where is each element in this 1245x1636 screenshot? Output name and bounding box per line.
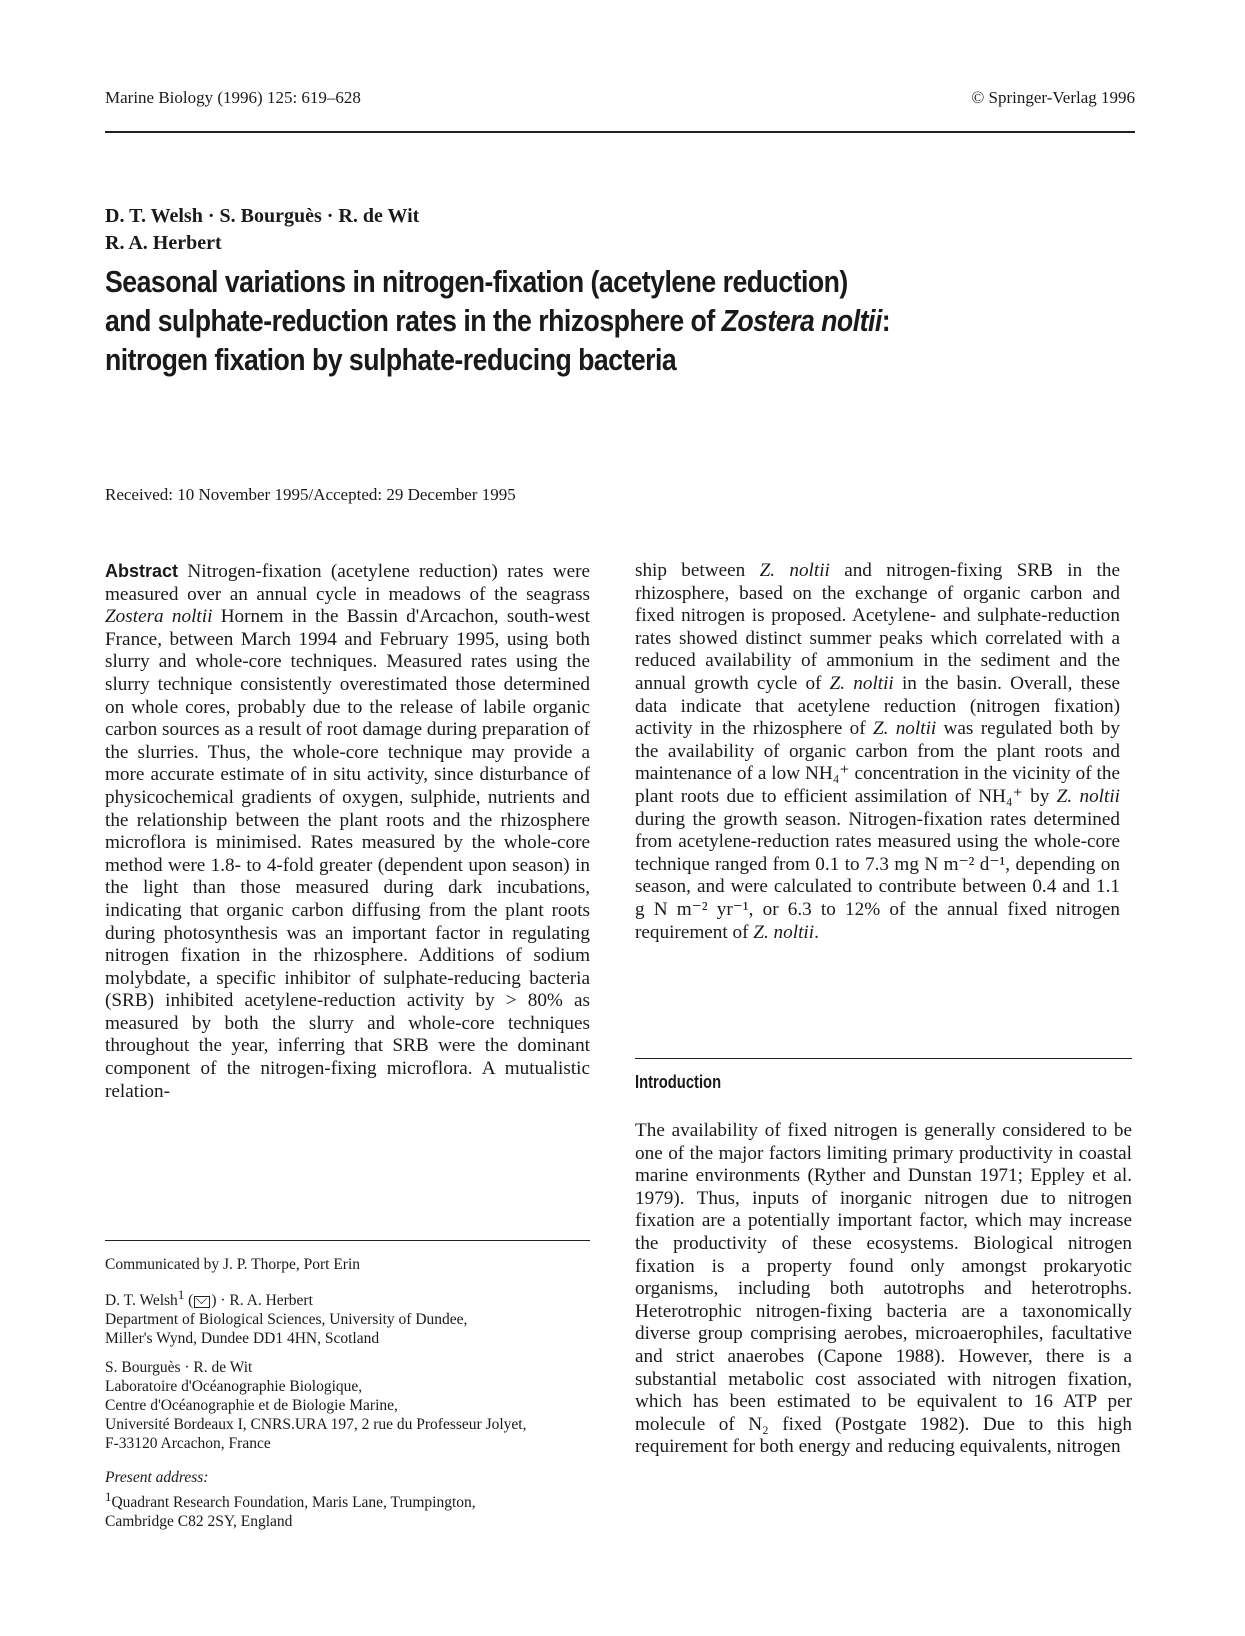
abstract-text: Hornem in the Bassin d'Arcachon, south-west France, between March 1994 and February 1995, using both slurry and whole-core techniques. Measured rates using the slurry technique consistently overestimated those determined on whole cores, probably due to the release of labile organic carbon sources as a result of root damage during preparation of the slurries. Thus, the whole-core technique may provide a more accurate estimate of in situ activity, since disturbance of physicochemical gradients of oxygen, sulphide, nutrients and the relationship between the plant roots and the rhizosphere microflora is minimised. Rates measured by the whole-core method were 1.8- to 4-fold greater (dependent upon season) in the light than those measured during dark incubations, indicating that organic carbon diffusing from the plant roots during photosynthesis was an important factor in regulating nitrogen fixation in the rhizosphere. Additions of sodium molybdate, a specific inhibitor of sulphate-reducing bacteria (SRB) inhibited acetylene-reduction activity by > 80% as measured by both the slurry and whole-core techniques throughout the year, inferring that SRB were the dominant component of the nitrogen-fixing microflora. A mutualistic relation- (105, 606, 590, 1102)
affiliation-line: Department of Biological Sciences, University of Dundee, (105, 1311, 468, 1329)
address-line: Cambridge C82 2SY, England (105, 1513, 293, 1531)
species-name: Zostera noltii (105, 606, 213, 628)
affiliation-line: Miller's Wynd, Dundee DD1 4HN, Scotland (105, 1330, 380, 1348)
affiliation-line: Université Bordeaux I, CNRS.URA 197, 2 rue du Professeur Jolyet, (105, 1416, 527, 1433)
footnote-rule (105, 1240, 590, 1241)
species-name: Z. noltii (753, 921, 815, 943)
affiliation-line: Laboratoire d'Océanographie Biologique, (105, 1378, 363, 1395)
correspondence-affiliation: D. T. Welsh$^1$ ( ) · R. A. Herbert Department of Biological Sciences, University of Dundee, Miller's Wynd, Dundee DD1 4HN, Scotland (105, 1285, 605, 1348)
species-name: Z. noltii (759, 560, 830, 581)
abstract-label: Abstract (105, 561, 179, 581)
address-line: Quadrant Research Foundation, Maris Lane, Trumpington, (111, 1494, 476, 1512)
abstract-text: . (814, 921, 819, 943)
introduction-heading: Introduction (635, 1072, 722, 1092)
present-address (105, 1468, 605, 1531)
footnote-marker: 1 (105, 1489, 112, 1504)
species-name: Z. noltii (872, 718, 937, 740)
affiliation-authors: S. Bourguès · R. de Wit (105, 1359, 253, 1376)
abstract-right-column (635, 560, 1120, 944)
title-line-2 (105, 303, 890, 339)
abstract-text: during the growth season. Nitrogen-fixation rates determined from acetylene-reduction rates measured using the whole-core technique ranged from 0.1 to 7.3 mg N m⁻² d⁻¹, depending on season, and were calculated to contribute between 0.4 and 1.1 g N m⁻² yr⁻¹, or 6.3 to 12% of the annual fixed nitrogen requirement of (635, 808, 1120, 943)
authors-line-2: R. A. Herbert (105, 232, 222, 254)
species-name: Z. noltii (829, 672, 894, 694)
coauthor: · R. A. Herbert (216, 1292, 313, 1310)
bordeaux-affiliation (105, 1358, 605, 1453)
authors-line-1: D. T. Welsh · S. Bourguès · R. de Wit (105, 205, 420, 227)
abstract-text: Nitrogen-fixation (acetylene reduction) rates were measured over an annual cycle in meadows of the seagrass (105, 561, 590, 605)
publisher-copyright: © Springer-Verlag 1996 (971, 88, 1135, 107)
journal-reference: Marine Biology (1996) 125: 619–628 (105, 88, 361, 107)
envelope-icon (194, 1296, 210, 1308)
correspondence-author: D. T. Welsh (105, 1292, 178, 1310)
abstract-text: and nitrogen-fixing SRB in the rhizosphere, based on the exchange of organic carbon and fixed nitrogen is proposed. Acetylene- and sulphate-reduction rates showed distinct summer peaks which correlated with a reduced availability of ammonium in the sediment and the annual growth cycle of (635, 560, 1120, 694)
abstract-text: ship between (635, 560, 760, 581)
title-line-1: Seasonal variations in nitrogen-fixation (acetylene reduction) (105, 264, 848, 299)
species-name: Z. noltii (1056, 785, 1120, 807)
title-line-3: nitrogen fixation by sulphate-reducing bacteria (105, 342, 677, 377)
abstract-left-column (105, 560, 590, 1103)
footnote-marker: 1 (177, 1287, 185, 1302)
introduction-text: The availability of fixed nitrogen is generally considered to be one of the major factors limiting primary productivity in coastal marine environments (Ryther and Dunstan 1971; Eppley et al. 1979). Thus, inputs of inorganic nitrogen due to nitrogen fixation are a potentially important factor, which may increase the productivity of these ecosystems. Biological nitrogen fixation is a property found only amongst prokaryotic organisms, including both autotrophs and heterotrophs. Heterotrophic nitrogen-fixing bacteria are a taxonomically diverse group comprising aerobes, microaerophiles, facultative and strict anaerobes (Capone 1988). However, there is a substantial metabolic cost associated with nitrogen fixation, which has been estimated to be equivalent to 16 ATP per molecule of N₂ fixed (Postgate 1982). Due to this high requirement for both energy and reducing equivalents, nitrogen (635, 1120, 1132, 1458)
title-species: Zostera noltii (721, 303, 882, 338)
present-address-label: Present address: (105, 1469, 209, 1486)
received-accepted-dates: Received: 10 November 1995/Accepted: 29 December 1995 (105, 485, 516, 504)
title-text: and sulphate-reduction rates in the rhizosphere of (105, 303, 722, 338)
abstract-text: in the basin. Overall, these data indicate that acetylene reduction (nitrogen fixation) activity in the rhizosphere of (635, 672, 1121, 740)
title-colon: : (881, 303, 891, 338)
communicated-by: Communicated by J. P. Thorpe, Port Erin (105, 1256, 361, 1273)
abstract-text: was regulated both by the availability of organic carbon from the plant roots and maintenance of a low NH₄⁺ concentration in the vicinity of the plant roots due to efficient assimilation of NH₄⁺ by (635, 718, 1120, 807)
affiliation-line: F-33120 Arcachon, France (105, 1435, 271, 1452)
header-rule (105, 131, 1135, 133)
affiliation-line: Centre d'Océanographie et de Biologie Marine, (105, 1397, 398, 1414)
section-rule (635, 1058, 1132, 1059)
